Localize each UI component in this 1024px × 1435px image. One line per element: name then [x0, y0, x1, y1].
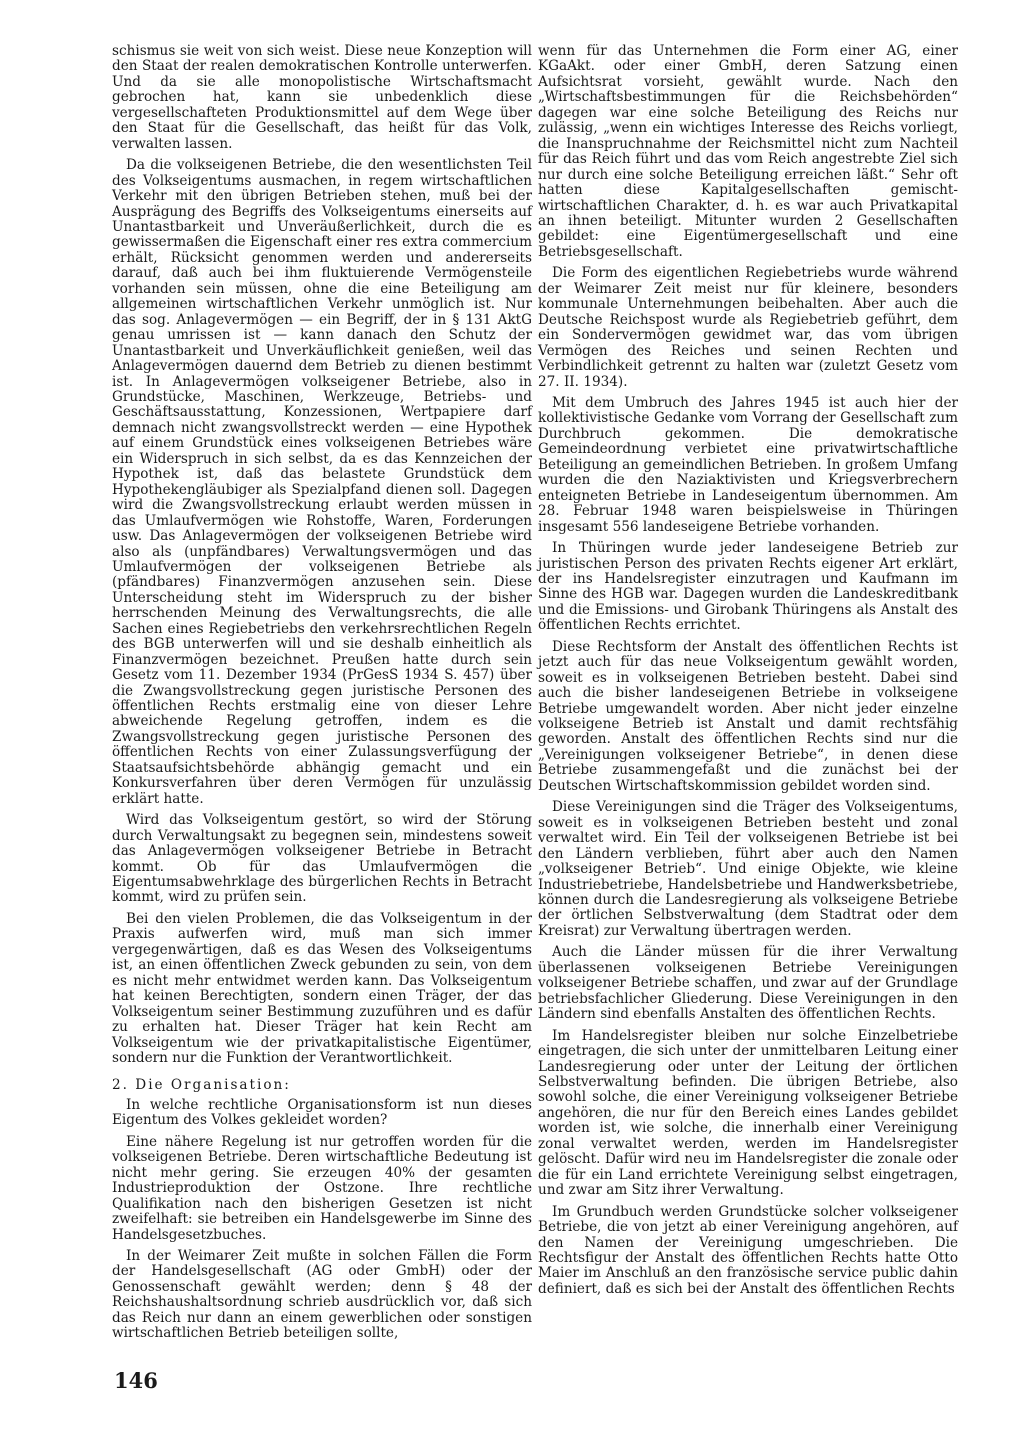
paragraph: In der Weimarer Zeit mußte in solchen Fällen die Form der Handelsgesellschaft (AG oder GmbH) oder der Genossenschaft gewählt werden; denn § 48 der Reichshaushaltsordnung schrieb ausdrücklich vor, daß sich das Reich nur dann an einem gewerblichen oder sonstigen wirtschaftlichen Betrieb beteiligen sollte, — [112, 1247, 532, 1342]
paragraph: Da die volkseigenen Betriebe, die den wesentlichsten Teil des Volkseigentums ausmachen, in regem wirtschaftlichen Verkehr mit den übrigen Betrieben stehen, muß bei der Ausprägung des Begriffs des Volkseigentums einerseits auf Unantastbarkeit und Unveräußerlichkeit, durch die es gewissermaßen die Eigenschaft einer res extra commercium erhält, Rücksicht genommen werden und andererseits darauf, daß auch bei ihm fluktuierende Vermögensteile vorhanden sein müssen, ohne die eine Beteiligung am allgemeinen wirtschaftlichen Verkehr unmöglich ist. Nur das sog. Anlagevermögen — ein Begriff, der in § 131 AktG genau umrissen ist — kann danach den Schutz der Unantastbarkeit und Unverkäuflichkeit genießen, weil das Anlagevermögen dauernd dem Betrieb zu dienen bestimmt ist. In Anlagevermögen volkseigener Betriebe, also in Grundstücke, Maschinen, Werkzeuge, Betriebs- und Geschäftsausstattung, Konzessionen, Wertpapiere darf demnach nicht zwangsvollstreckt werden — eine Hypothek auf einem Grundstück eines volkseigenen Betriebes wäre ein Widerspruch in sich selbst, da es das Kennzeichen der Hypothek ist, daß das belastete Grundstück dem Hypothekengläubiger als Spezialpfand dienen soll. Dagegen wird die Zwangsvollstreckung erlaubt werden müssen in das Umlaufvermögen wie Rohstoffe, Waren, Forderungen usw. Das Anlagevermögen der volkseigenen Betriebe wird also als (unpfändbares) Verwaltungsvermögen und das Umlaufvermögen der volkseigenen Betriebe als (pfändbares) Finanzvermögen anzusehen sein. Diese Unterscheidung steht im Widerspruch zu der bisher herrschenden Meinung des Verwaltungsrechts, die alle Sachen eines Regiebetriebs den verkehrsrechtlichen Regeln des BGB unterwerfen will und sie deshalb einheitlich als Finanzvermögen bezeichnet. Preußen hatte durch sein Gesetz vom 11. Dezember 1934 (PrGesS 1934 S. 457) über die Zwangsvollstreckung gegen juristische Personen des öffentlichen Rechts erstmalig eine von dieser Lehre abweichende Regelung getroffen, indem es die Zwangsvollstreckung gegen juristische Personen des öffentlichen Rechts von einer Zulassungsverfügung der Staatsaufsichtsbehörde abhängig gemacht und ein Konkursverfahren über deren Vermögen für unzulässig erklärt hatte. — [112, 157, 532, 807]
left-column — [112, 44, 532, 1348]
page-number: 146 — [114, 1368, 158, 1393]
paragraph: In Thüringen wurde jeder landeseigene Betrieb zur juristischen Person des privaten Rechts eigener Art erklärt, der ins Handelsregister einzutragen und Kaufmann im Sinne des HGB war. Dagegen wurden die Landeskreditbank und die Emissions- und Girobank Thüringens als Anstalt des öffentlichen Rechts errichtet. — [538, 540, 958, 634]
paragraph: Diese Rechtsform der Anstalt des öffentlichen Rechts ist jetzt auch für das neue Volkseigentum gewählt worden, soweit es in volkseigenen Betrieben besteht. Dabei sind auch die bisher landeseigenen Betriebe in volkseigene Betriebe umgewandelt worden. Aber nicht jeder einzelne volkseigene Betrieb ist Anstalt und damit rechtsfähig geworden. Anstalt des öffentlichen Rechts sind nur die „Vereinigungen volkseigener Betriebe“, in denen diese Betriebe zusammengefaßt und die zunächst bei der Deutschen Wirtschaftskommission gebildet worden sind. — [538, 638, 958, 794]
paragraph: Im Grundbuch werden Grundstücke solcher volkseigener Betriebe, die von jetzt ab einer Vereinigung angehören, auf den Namen der Vereinigung umgeschrieben. Die Rechtsfigur der Anstalt des öffentlichen Rechts hatte Otto Maier im Anschluß an den französische service public dahin definiert, daß es sich bei der Anstalt des öffentlichen Rechts — [538, 1203, 958, 1297]
section-heading: 2. Die Organisation: — [112, 1077, 291, 1094]
paragraph: Auch die Länder müssen für die ihrer Verwaltung überlassenen volkseigenen Betriebe Vereinigungen volkseigener Betriebe schaffen, und zwar auf der Grundlage betriebsfachlicher Gliederung. Diese Vereinigungen in den Ländern sind ebenfalls Anstalten des öffentlichen Rechts. — [538, 944, 958, 1023]
paragraph: Im Handelsregister bleiben nur solche Einzelbetriebe eingetragen, die sich unter der unmittelbaren Leitung einer Landesregierung oder unter der Leitung der örtlichen Selbstverwaltung befinden. Die übrigen Betriebe, also sowohl solche, die einer Vereinigung volkseigener Betriebe angehören, die nur für den Bereich eines Landes gebildet worden ist, wie solche, die innerhalb einer Vereinigung zonal verwaltet werden, werden im Handelsregister gelöscht. Dafür wird neu im Handelsregister die zonale oder die für ein Land errichtete Vereinigung selbst eingetragen, und zwar am Sitz ihrer Verwaltung. — [538, 1027, 958, 1199]
paragraph: Wird das Volkseigentum gestört, so wird der Störung durch Verwaltungsakt zu begegnen sein, mindestens soweit das Anlagevermögen volkseigener Betriebe in Betracht kommt. Ob für das Umlaufvermögen die Eigentumsabwehrklage des bürgerlichen Rechts in Betracht kommt, wird zu prüfen sein. — [112, 812, 532, 906]
paragraph: Eine nähere Regelung ist nur getroffen worden für die volkseigenen Betriebe. Deren wirtschaftliche Bedeutung ist nicht mehr gering. Sie erzeugen 40% der gesamten Industrieproduktion der Ostzone. Ihre rechtliche Qualifikation nach den bisherigen Gesetzen ist nicht zweifelhaft: sie betreiben ein Handelsgewerbe im Sinne des Handelsgesetzbuches. — [112, 1133, 532, 1243]
paragraph: schismus sie weit von sich weist. Diese neue Konzeption will den Staat der realen demokratischen Kontrolle unterwerfen. Und da sie alle monopolistische Wirtschaftsmacht gebrochen hat, kann sie unbedenklich diese vergesellschafteten Produktionsmittel auf dem Wege über den Staat für die Gesellschaft, das heißt für das Volk, verwalten lassen. — [112, 43, 532, 152]
paragraph: Die Form des eigentlichen Regiebetriebs wurde während der Weimarer Zeit meist nur für kleinere, besonders kommunale Unternehmungen beibehalten. Aber auch die Deutsche Reichspost wurde als Regiebetrieb geführt, dem ein Sondervermögen gewidmet war, das vom übrigen Vermögen des Reiches und seinen Rechten und Verbindlichkeit getrennt zu halten war (zuletzt Gesetz vom 27. II. 1934). — [538, 265, 958, 390]
paragraph: wenn für das Unternehmen die Form einer AG, einer KGaAkt. oder einer GmbH, deren Satzung einen Aufsichtsrat vorsieht, gewählt wurde. Nach den „Wirtschaftsbestimmungen für die Reichsbehörden“ dagegen war eine solche Beteiligung des Reichs nur zulässig, „wenn ein wichtiges Interesse des Reichs vorliegt, die Inanspruchnahme der Reichsmittel nicht zum Nachteil für das Reich führt und das vom Reich angestrebte Ziel sich nur durch eine solche Beteiligung erreichen läßt.“ Sehr oft hatten diese Kapitalgesellschaften gemischt-wirtschaftlichen Charakter, d. h. es war auch Privatkapital an ihnen beteiligt. Mitunter wurden 2 Gesellschaften gebildet: eine Eigentümergesellschaft und eine Betriebsgesellschaft. — [538, 43, 958, 260]
paragraph: Mit dem Umbruch des Jahres 1945 ist auch hier der kollektivistische Gedanke vom Vorrang der Gesellschaft zum Durchbruch gekommen. Die demokratische Gemeindeordnung verbietet eine privatwirtschaftliche Beteiligung an gemeindlichen Betrieben. In großem Umfang wurden die den Naziaktivisten und Kriegsverbrechern enteigneten Betriebe in Landeseigentum übernommen. Am 28. Februar 1948 waren beispielsweise in Thüringen insgesamt 556 landeseigene Betriebe vorhanden. — [538, 394, 958, 535]
paragraph: Bei den vielen Problemen, die das Volkseigentum in der Praxis aufwerfen wird, muß man sich immer vergegenwärtigen, daß es das Wesen des Volkseigentums ist, an einen öffentlichen Zweck gebunden zu sein, von dem es nicht mehr entwidmet werden kann. Das Volkseigentum hat keinen Berechtigten, sondern einen Träger, der das Volkseigentum seiner Bestimmung zuzuführen und es dafür zu erhalten hat. Dieser Träger hat kein Recht am Volkseigentum wie der privatkapitalistische Eigentümer, sondern nur die Funktion der Verantwortlichkeit. — [112, 910, 532, 1066]
right-column — [538, 44, 958, 1303]
paragraph: In welche rechtliche Organisationsform ist nun dieses Eigentum des Volkes gekleidet worden? — [112, 1096, 532, 1129]
paragraph: Diese Vereinigungen sind die Träger des Volkseigentums, soweit es in volkseigenen Betrieben besteht und zonal verwaltet wird. Ein Teil der volkseigenen Betriebe ist bei den Ländern verblieben, führt aber auch den Namen „volkseigener Betrieb“. Und einige Objekte, wie kleine Industriebetriebe, Handelsbetriebe und Handwerksbetriebe, können durch die Landesregierung als volkseigene Betriebe der örtlichen Selbstverwaltung (dem Stadtrat oder dem Kreisrat) zur Verwaltung übertragen werden. — [538, 799, 958, 939]
